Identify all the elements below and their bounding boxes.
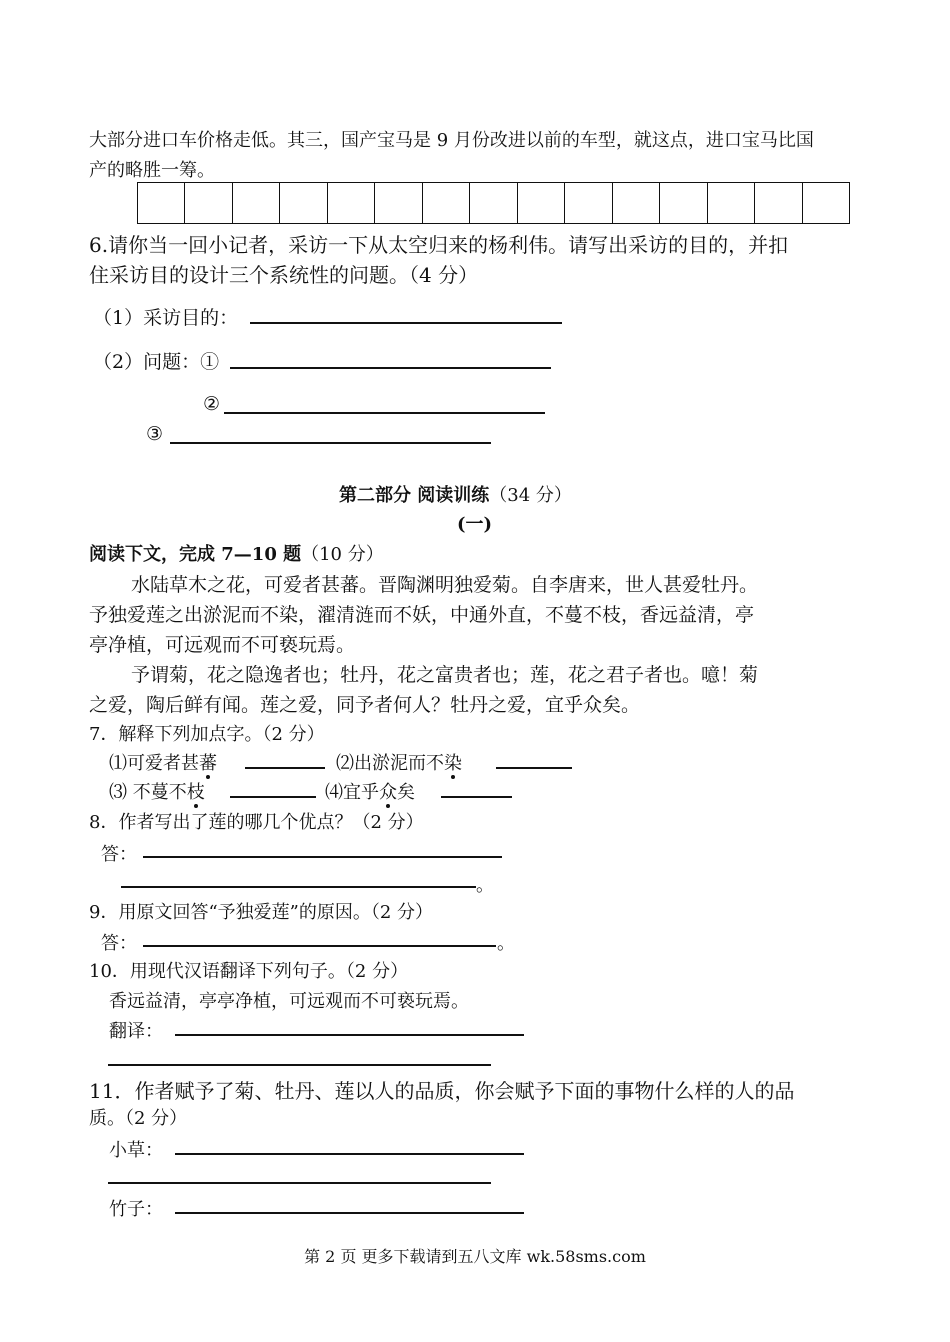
part-title xyxy=(339,481,572,507)
q7-answer-line-2[interactable] xyxy=(496,767,572,769)
grid-cell[interactable] xyxy=(232,183,279,223)
question-9-title: 9．用原文回答“予独爱莲”的原因。（2 分） xyxy=(89,902,434,923)
question-1-answer-line[interactable] xyxy=(230,367,551,369)
grid-cell[interactable] xyxy=(374,183,421,223)
grid-cell[interactable] xyxy=(138,183,184,223)
grid-cell[interactable] xyxy=(754,183,801,223)
question-10-title: 10．用现代汉语翻译下列句子。（2 分） xyxy=(89,961,409,982)
q7-item-3 xyxy=(109,778,205,804)
q7-item-4 xyxy=(325,778,415,804)
question-2-label: ② xyxy=(203,393,221,415)
question-2-answer-line[interactable] xyxy=(224,412,545,414)
q7-item-text: ⑵出淤泥而不 xyxy=(336,753,444,774)
reading-intro-score: （10 分） xyxy=(301,544,384,565)
q10-answer-line-1[interactable] xyxy=(175,1034,524,1036)
passage-line: 亭净植，可远观而不可亵玩焉。 xyxy=(89,634,356,656)
answer-label: 答： xyxy=(101,933,137,954)
passage-line: 水陆草木之花，可爱者甚蕃。晋陶渊明独爱菊。自李唐来，世人甚爱牡丹。 xyxy=(131,574,759,596)
grid-cell[interactable] xyxy=(802,183,849,223)
question-11-text: 11．作者赋予了菊、牡丹、莲以人的品质，你会赋予下面的事物什么样的人的品 xyxy=(89,1079,795,1103)
q7-item-text: ⑶ 不蔓不 xyxy=(109,782,187,803)
grass-answer-line-1[interactable] xyxy=(175,1153,524,1155)
question-6-text: 6.请你当一回小记者，采访一下从太空归来的杨利伟。请写出采访的目的，并扣 xyxy=(89,233,789,257)
part-title-main: 第二部分 阅读训练 xyxy=(339,485,490,506)
grid-cell[interactable] xyxy=(612,183,659,223)
dotted-char: 蕃 xyxy=(199,753,217,774)
grid-cell[interactable] xyxy=(469,183,516,223)
reading-intro xyxy=(89,540,384,566)
q10-answer-line-2[interactable] xyxy=(108,1064,491,1066)
grid-cell[interactable] xyxy=(707,183,754,223)
purpose-label: （1）采访目的： xyxy=(93,307,239,329)
question-11-text: 质。（2 分） xyxy=(89,1108,188,1129)
dotted-char: 众 xyxy=(379,782,397,803)
end-mark: 。 xyxy=(476,875,494,896)
dotted-char: 染 xyxy=(444,753,462,774)
grid-cell[interactable] xyxy=(279,183,326,223)
section-number: (一) xyxy=(457,514,493,535)
body-text-line: 大部分进口车价格走低。其三，国产宝马是 9 月份改进以前的车型，就这点，进口宝马比国 xyxy=(89,130,814,151)
q8-answer-line-2[interactable] xyxy=(121,886,476,888)
grid-cell[interactable] xyxy=(517,183,564,223)
question-3-label: ③ xyxy=(146,423,164,445)
q7-item-text: 矣 xyxy=(397,782,415,803)
question-6-text: 住采访目的设计三个系统性的问题。（4 分） xyxy=(89,263,479,287)
grid-cell[interactable] xyxy=(564,183,611,223)
part-title-score: （34 分） xyxy=(489,485,572,506)
question-8-title: 8．作者写出了莲的哪几个优点？（2 分） xyxy=(89,812,424,833)
q7-answer-line-3[interactable] xyxy=(230,796,316,798)
q8-answer-line-1[interactable] xyxy=(143,856,502,858)
translate-label: 翻译： xyxy=(109,1021,163,1042)
questions-label: （2）问题：① xyxy=(93,351,220,373)
page-footer: 第 2 页 更多下载请到五八文库 wk.58sms.com xyxy=(304,1247,646,1266)
q9-answer-line[interactable] xyxy=(143,945,496,947)
dotted-char: 枝 xyxy=(186,782,205,803)
grid-cell[interactable] xyxy=(184,183,231,223)
reading-intro-main: 阅读下文，完成 7—10 题 xyxy=(89,544,302,565)
question-3-answer-line[interactable] xyxy=(170,442,491,444)
q7-answer-line-4[interactable] xyxy=(441,796,512,798)
grid-cell[interactable] xyxy=(659,183,706,223)
grid-cell[interactable] xyxy=(422,183,469,223)
passage-line: 予独爱莲之出淤泥而不染，濯清涟而不妖，中通外直，不蔓不枝，香远益清，亭 xyxy=(89,604,755,626)
q7-item-1 xyxy=(109,749,217,775)
q7-item-text: ⑷宜乎 xyxy=(325,782,379,803)
end-mark: 。 xyxy=(497,933,515,954)
bamboo-answer-line[interactable] xyxy=(175,1212,524,1214)
purpose-answer-line[interactable] xyxy=(250,322,562,324)
body-text-line: 产的略胜一筹。 xyxy=(89,160,215,181)
q7-item-2 xyxy=(336,749,462,775)
answer-grid[interactable] xyxy=(137,182,850,224)
grass-label: 小草： xyxy=(109,1140,163,1161)
answer-label: 答： xyxy=(101,844,137,865)
passage-line: 之爱，陶后鲜有闻。莲之爱，同予者何人？牡丹之爱，宜乎众矣。 xyxy=(89,694,641,716)
question-7-title: 7．解释下列加点字。（2 分） xyxy=(89,724,325,745)
bamboo-label: 竹子： xyxy=(109,1199,163,1220)
q10-sentence: 香远益清，亭亭净植，可远观而不可亵玩焉。 xyxy=(109,991,469,1012)
grass-answer-line-2[interactable] xyxy=(108,1182,491,1184)
q7-answer-line-1[interactable] xyxy=(245,767,325,769)
q7-item-text: ⑴可爱者甚 xyxy=(109,753,199,774)
grid-cell[interactable] xyxy=(327,183,374,223)
passage-line: 予谓菊，花之隐逸者也；牡丹，花之富贵者也；莲，花之君子者也。噫！菊 xyxy=(131,664,759,686)
